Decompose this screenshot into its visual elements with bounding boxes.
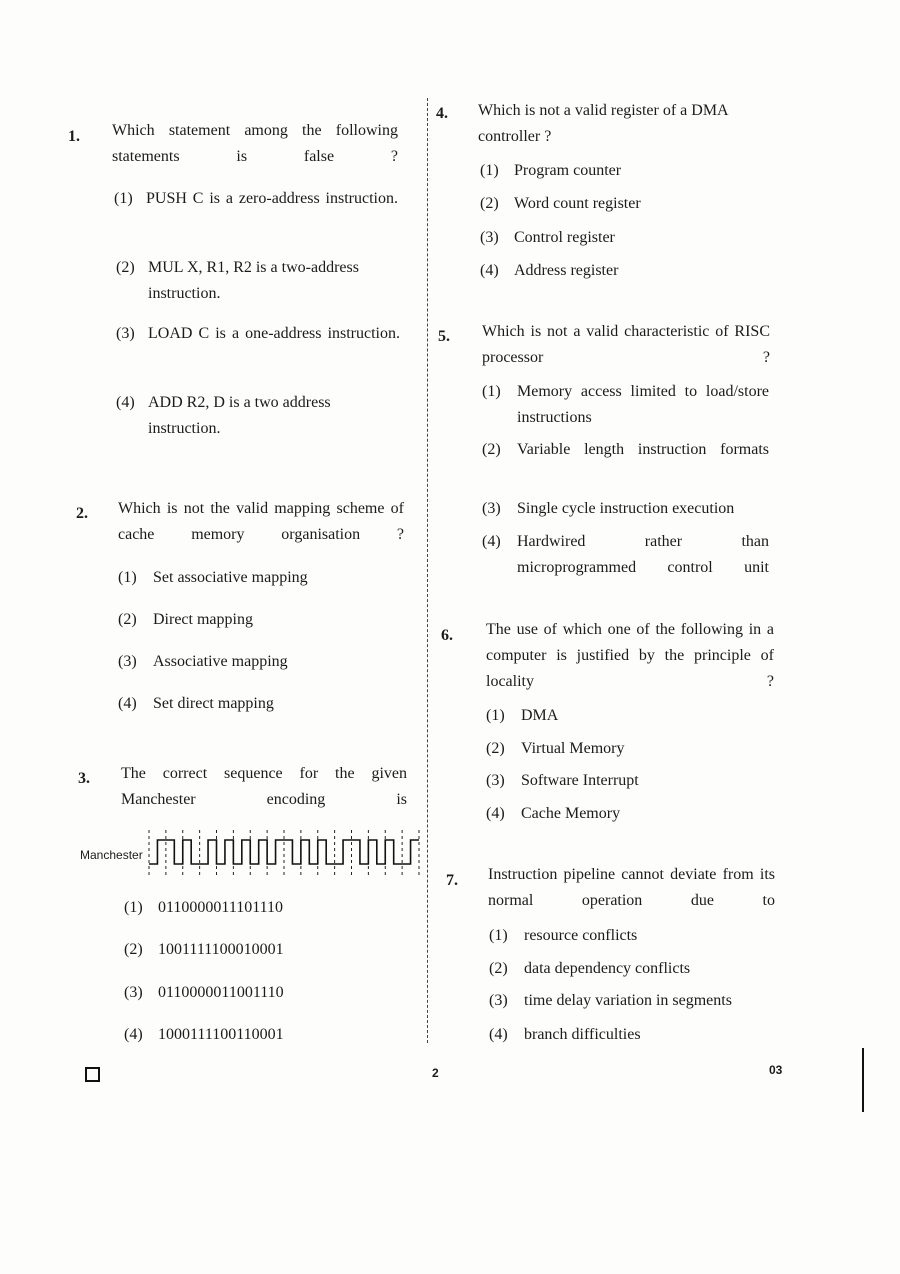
- edge-mark: [862, 1048, 864, 1112]
- question-text: Which is not the valid mapping scheme of cache memory organisation ?: [118, 500, 404, 543]
- column-divider: [427, 98, 428, 1043]
- option-number: (4): [116, 394, 135, 411]
- option-number: (4): [482, 533, 501, 550]
- question-text: Which statement among the following statements is false ?: [112, 122, 398, 165]
- booklet-code: 03: [769, 1063, 783, 1077]
- option: [489, 988, 732, 1014]
- option-number: (3): [118, 653, 137, 670]
- option-number: (2): [124, 941, 143, 958]
- option-text: DMA: [521, 707, 559, 724]
- option-text: Control register: [514, 229, 615, 246]
- manchester-label: Manchester: [80, 848, 143, 862]
- page-number: 2: [432, 1066, 439, 1080]
- question-text: Which is not a valid characteristic of RISC processor ?: [482, 323, 770, 366]
- option-text: branch difficulties: [524, 1026, 641, 1043]
- option-number: (1): [482, 383, 501, 400]
- option: [124, 1022, 284, 1048]
- option-number: (3): [116, 325, 135, 342]
- option-text: Hardwired rather than microprogrammed control unit: [517, 533, 769, 576]
- corner-square-mark: [85, 1067, 100, 1082]
- option-number: (4): [124, 1026, 143, 1043]
- option-text: Address register: [514, 262, 619, 279]
- option: [124, 937, 284, 963]
- option-number: (3): [124, 984, 143, 1001]
- option-text: time delay variation in segments: [524, 992, 732, 1009]
- question-number: 2.: [76, 505, 88, 522]
- option-text: Program counter: [514, 162, 622, 179]
- question-number: 5.: [438, 328, 450, 345]
- option-text: 0110000011001110: [158, 984, 284, 1001]
- option-number: (4): [489, 1026, 508, 1043]
- option: [116, 321, 402, 347]
- question-number: 1.: [68, 128, 80, 145]
- option: [489, 1022, 641, 1048]
- option: [124, 980, 284, 1006]
- option-number: (2): [486, 740, 505, 757]
- option-number: (4): [486, 805, 505, 822]
- option-text: Associative mapping: [153, 653, 288, 670]
- option-number: (2): [489, 960, 508, 977]
- option: [480, 158, 621, 184]
- manchester-waveform: [148, 828, 420, 878]
- option-text: LOAD C is a one-address instruction.: [148, 325, 400, 342]
- option: [118, 691, 274, 717]
- option: [480, 191, 641, 217]
- option: [480, 258, 618, 284]
- option: [489, 923, 637, 949]
- option: [114, 186, 400, 212]
- option-number: (1): [118, 569, 137, 586]
- option-text: Set direct mapping: [153, 695, 274, 712]
- option: [118, 649, 288, 675]
- option-number: (3): [489, 992, 508, 1009]
- question-number: 3.: [78, 770, 90, 787]
- option: [480, 225, 615, 251]
- option: [486, 768, 639, 794]
- option-number: (1): [480, 162, 499, 179]
- option-text: 0110000011101110: [158, 899, 284, 916]
- option: [482, 379, 772, 431]
- option-text: Variable length instruction formats: [517, 441, 769, 458]
- option-text: resource conflicts: [524, 927, 638, 944]
- option-number: (1): [489, 927, 508, 944]
- option: [486, 801, 620, 827]
- option-number: (2): [118, 611, 137, 628]
- option-number: (4): [118, 695, 137, 712]
- option-number: (1): [486, 707, 505, 724]
- option-text: PUSH C is a zero-address instruction.: [146, 190, 398, 207]
- option-text: Cache Memory: [521, 805, 621, 822]
- option-number: (3): [486, 772, 505, 789]
- question-text: Which is not a valid register of a DMA controller ?: [478, 102, 728, 145]
- option-text: Direct mapping: [153, 611, 253, 628]
- question-text: The use of which one of the following in a computer is justified by the principle of locality ?: [486, 621, 774, 690]
- option-number: (1): [124, 899, 143, 916]
- option-text: Virtual Memory: [521, 740, 625, 757]
- question-text: The correct sequence for the given Manchester encoding is: [121, 765, 407, 808]
- option-text: 1000111100110001: [158, 1026, 284, 1043]
- option: [482, 496, 772, 522]
- option: [486, 703, 558, 729]
- option-number: (1): [114, 190, 133, 207]
- option-number: (2): [480, 195, 499, 212]
- option-text: 1001111100010001: [158, 941, 284, 958]
- option: [489, 956, 690, 982]
- option-text: Set associative mapping: [153, 569, 308, 586]
- option-text: Software Interrupt: [521, 772, 639, 789]
- option-number: (4): [480, 262, 499, 279]
- option: [118, 607, 253, 633]
- option: [116, 255, 402, 307]
- option: [118, 565, 308, 591]
- option-number: (3): [480, 229, 499, 246]
- option-text: data dependency conflicts: [524, 960, 691, 977]
- question-text: Instruction pipeline cannot deviate from its normal operation due to: [488, 866, 775, 909]
- option-number: (2): [116, 259, 135, 276]
- option: [482, 437, 772, 463]
- option: [124, 895, 283, 921]
- option: [482, 529, 772, 581]
- option-text: MUL X, R1, R2 is a two-address instruction.: [148, 259, 359, 302]
- option-text: Single cycle instruction execution: [517, 500, 735, 517]
- option-text: Word count register: [514, 195, 641, 212]
- option-text: Memory access limited to load/store instructions: [517, 383, 769, 426]
- question-number: 7.: [446, 872, 458, 889]
- question-number: 4.: [436, 105, 448, 122]
- option-number: (3): [482, 500, 501, 517]
- option-text: ADD R2, D is a two address instruction.: [148, 394, 331, 437]
- option: [486, 736, 624, 762]
- question-number: 6.: [441, 627, 453, 644]
- option-number: (2): [482, 441, 501, 458]
- option: [116, 390, 402, 442]
